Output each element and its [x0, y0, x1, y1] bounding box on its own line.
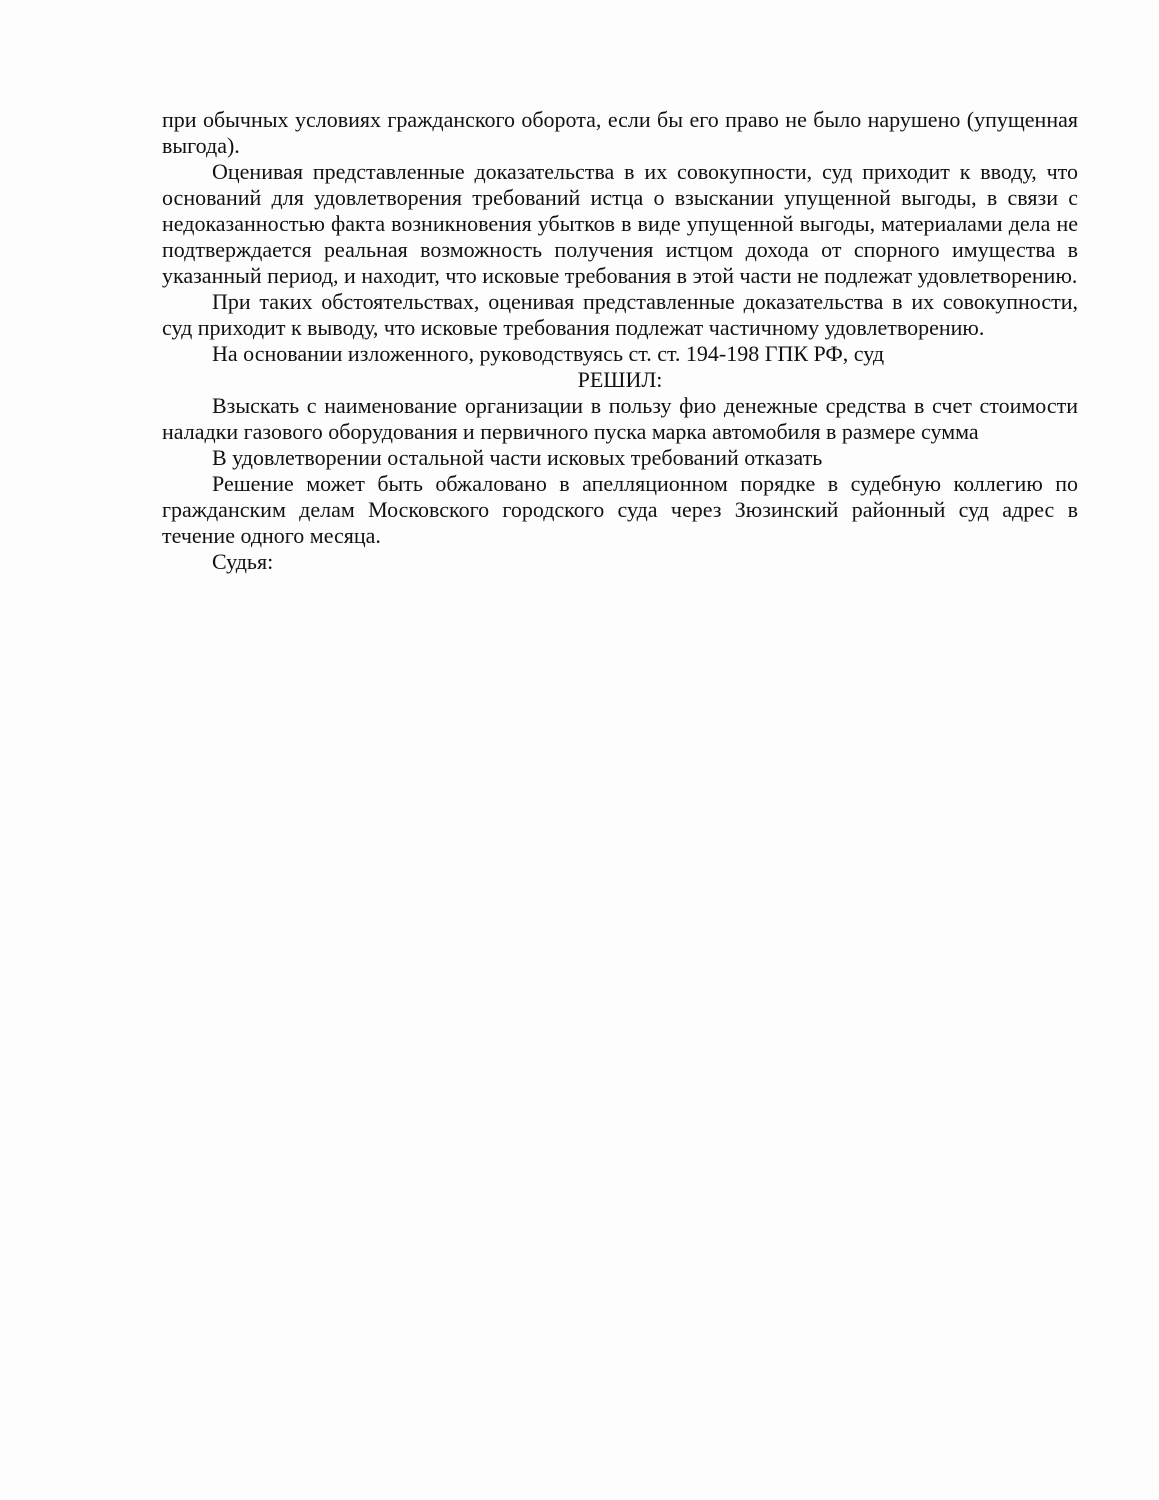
document-text — [162, 107, 1078, 575]
paragraph-legal-basis: На основании изложенного, руководствуясь ст. ст. 194-198 ГПК РФ, суд — [212, 341, 885, 366]
decision-paragraph-appeal: Решение может быть обжаловано в апелляционном порядке в судебную коллегию по гражданским делам Московского городского суда через Зюзинский районный суд адрес в течение одного месяца. — [162, 471, 1078, 548]
decision-heading: РЕШИЛ: — [577, 367, 663, 392]
judge-signature-label: Судья: — [212, 549, 274, 574]
decision-paragraph-recovery: Взыскать с наименование организации в пользу фио денежные средства в счет стоимости наладки газового оборудования и первичного пуска марка автомобиля в размере сумма — [162, 393, 1078, 444]
paragraph-partial-satisfaction: При таких обстоятельствах, оценивая представленные доказательства в их совокупности, суд приходит к выводу, что исковые требования подлежат частичному удовлетворению. — [162, 289, 1078, 340]
paragraph-lost-profit-definition: при обычных условиях гражданского оборота, если бы его право не было нарушено (упущенная выгода). — [162, 107, 1078, 158]
paragraph-evaluation: Оценивая представленные доказательства в их совокупности, суд приходит к вводу, что оснований для удовлетворения требований истца о взыскании упущенной выгоды, в связи с недоказанностью факта возникновения убытков в виде упущенной выгоды, материалами дела не подтверждается реальная возможность получения истцом дохода от спорного имущества в указанный период, и находит, что исковые требования в этой части не подлежат удовлетворению. — [162, 159, 1078, 288]
decision-paragraph-refusal: В удовлетворении остальной части исковых требований отказать — [212, 445, 823, 470]
